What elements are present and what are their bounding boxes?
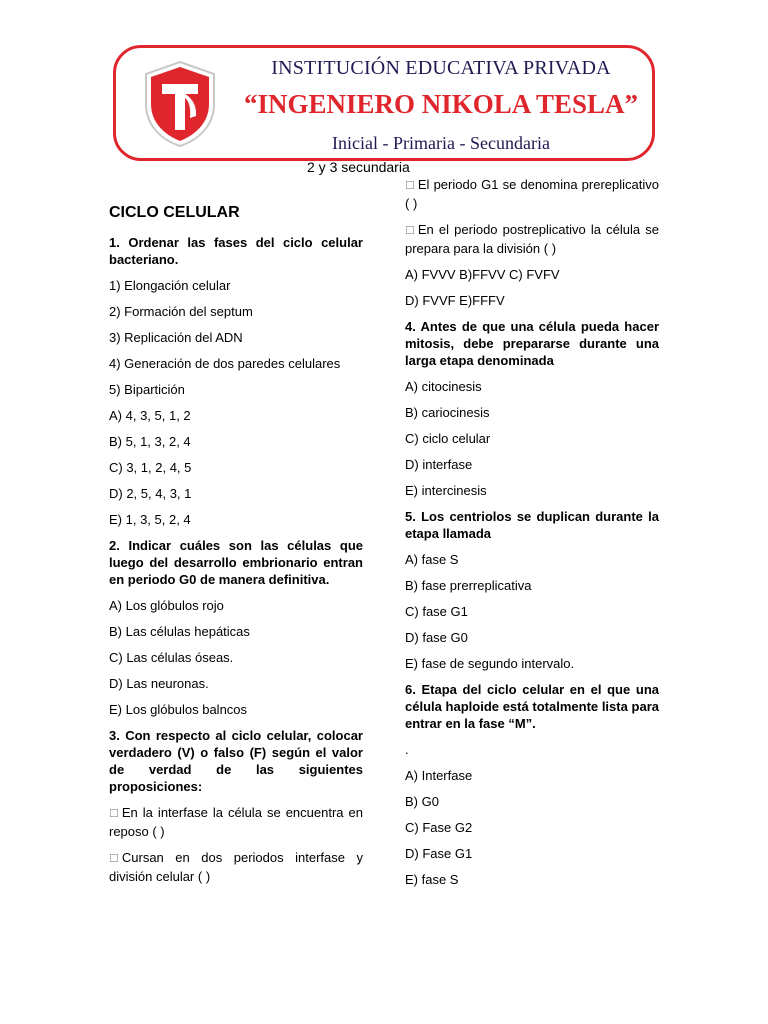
item-text: E) intercinesis xyxy=(405,483,487,498)
answer-option xyxy=(405,819,659,836)
school-levels: Inicial - Primaria - Secundaria xyxy=(332,133,550,153)
answer-option xyxy=(405,404,659,421)
item-text: D) FVVF E)FFFV xyxy=(405,293,505,308)
proposition-item xyxy=(405,176,659,212)
checkbox-square-icon: ☐ xyxy=(109,853,119,865)
item-text: 5) Bipartición xyxy=(109,382,185,397)
item-text: A) fase S xyxy=(405,552,459,567)
item-text: 1. Ordenar las fases del ciclo celular bacteriano. xyxy=(109,235,363,267)
item-text: 5. Los centriolos se duplican durante la etapa llamada xyxy=(405,509,659,541)
answer-option xyxy=(405,577,659,594)
answer-option xyxy=(109,277,363,294)
answer-option xyxy=(405,655,659,672)
answer-option xyxy=(109,381,363,398)
answer-option xyxy=(405,482,659,499)
item-text: D) interfase xyxy=(405,457,473,472)
answer-option xyxy=(405,793,659,810)
answer-option xyxy=(109,597,363,614)
school-shield-logo-icon xyxy=(142,60,218,148)
item-text: E) 1, 3, 5, 2, 4 xyxy=(109,512,191,527)
item-text: D) Fase G1 xyxy=(405,846,473,861)
item-text: C) ciclo celular xyxy=(405,431,491,446)
item-text: B) 5, 1, 3, 2, 4 xyxy=(109,434,191,449)
answer-option xyxy=(109,329,363,346)
item-text: 4. Antes de que una célula pueda hacer mitosis, debe prepararse durante una larga etapa denominada xyxy=(405,319,659,368)
left-column xyxy=(109,204,363,894)
right-column xyxy=(405,176,659,897)
question-text xyxy=(405,508,659,542)
item-text: C) 3, 1, 2, 4, 5 xyxy=(109,460,192,475)
proposition-item xyxy=(405,221,659,257)
item-text: B) cariocinesis xyxy=(405,405,490,420)
item-text: E) fase de segundo intervalo. xyxy=(405,656,575,671)
item-text: C) Fase G2 xyxy=(405,820,473,835)
answer-option xyxy=(405,456,659,473)
item-text: B) Las células hepáticas xyxy=(109,624,250,639)
item-text: 6. Etapa del ciclo celular en el que una célula haploide está totalmente lista para entrar en la fase “M”. xyxy=(405,682,659,731)
answer-option xyxy=(405,292,659,309)
answer-option xyxy=(109,433,363,450)
answer-option xyxy=(109,623,363,640)
answer-option xyxy=(109,511,363,528)
item-text: A) FVVV B)FFVV C) FVFV xyxy=(405,267,560,282)
item-text: E) Los glóbulos balncos xyxy=(109,702,248,717)
item-text: D) 2, 5, 4, 3, 1 xyxy=(109,486,192,501)
answer-option xyxy=(405,378,659,395)
item-text: 3. Con respecto al ciclo celular, colocar verdadero (V) o falso (F) según el valor de verdad de las siguientes proposiciones: xyxy=(109,728,363,794)
question-text xyxy=(109,234,363,268)
checkbox-square-icon: ☐ xyxy=(405,180,415,192)
answer-option xyxy=(109,355,363,372)
answer-option xyxy=(109,459,363,476)
question-text xyxy=(405,681,659,732)
question-text xyxy=(109,537,363,588)
item-text: A) Interfase xyxy=(405,768,473,783)
item-text: B) fase prerreplicativa xyxy=(405,578,532,593)
item-text: 3) Replicación del ADN xyxy=(109,330,243,345)
answer-option xyxy=(405,430,659,447)
grade-label: 2 y 3 secundaria xyxy=(307,159,410,175)
item-text: D) Las neuronas. xyxy=(109,676,209,691)
question-text xyxy=(405,318,659,369)
answer-option xyxy=(405,845,659,862)
item-text: 2) Formación del septum xyxy=(109,304,253,319)
answer-option xyxy=(109,303,363,320)
school-header xyxy=(113,45,655,161)
checkbox-square-icon: ☐ xyxy=(109,808,119,820)
answer-option xyxy=(109,701,363,718)
school-name: “INGENIERO NIKOLA TESLA” xyxy=(243,89,639,119)
item-text: 4) Generación de dos paredes celulares xyxy=(109,356,341,371)
answer-option xyxy=(405,266,659,283)
item-text: E) fase S xyxy=(405,872,459,887)
answer-option xyxy=(405,871,659,888)
answer-option xyxy=(405,767,659,784)
answer-option xyxy=(109,485,363,502)
item-text: A) citocinesis xyxy=(405,379,482,394)
proposition-item xyxy=(109,804,363,840)
item-text: B) G0 xyxy=(405,794,439,809)
item-text: 1) Elongación celular xyxy=(109,278,231,293)
answer-option xyxy=(109,649,363,666)
checkbox-square-icon: ☐ xyxy=(405,225,415,237)
item-text: . xyxy=(405,742,409,757)
item-text: En el periodo postreplicativo la célula se prepara para la división ( ) xyxy=(405,222,659,256)
answer-option xyxy=(405,629,659,646)
answer-option xyxy=(109,675,363,692)
page-title: CICLO CELULAR xyxy=(109,204,240,221)
item-text: A) 4, 3, 5, 1, 2 xyxy=(109,408,191,423)
item-text: En la interfase la célula se encuentra en reposo ( ) xyxy=(109,805,363,839)
item-text: A) Los glóbulos rojo xyxy=(109,598,224,613)
institution-type: INSTITUCIÓN EDUCATIVA PRIVADA xyxy=(271,57,611,79)
proposition-item xyxy=(109,849,363,885)
answer-option xyxy=(405,603,659,620)
item-text: D) fase G0 xyxy=(405,630,468,645)
item-text: C) fase G1 xyxy=(405,604,468,619)
item-text: El periodo G1 se denomina prereplicativo ( ) xyxy=(405,177,659,211)
item-text: 2. Indicar cuáles son las células que luego del desarrollo embrionario entran en periodo G0 de manera definitiva. xyxy=(109,538,363,587)
answer-option xyxy=(405,741,659,758)
answer-option xyxy=(405,551,659,568)
question-text xyxy=(109,727,363,795)
item-text: C) Las células óseas. xyxy=(109,650,234,665)
item-text: Cursan en dos periodos interfase y división celular ( ) xyxy=(109,850,363,884)
answer-option xyxy=(109,407,363,424)
